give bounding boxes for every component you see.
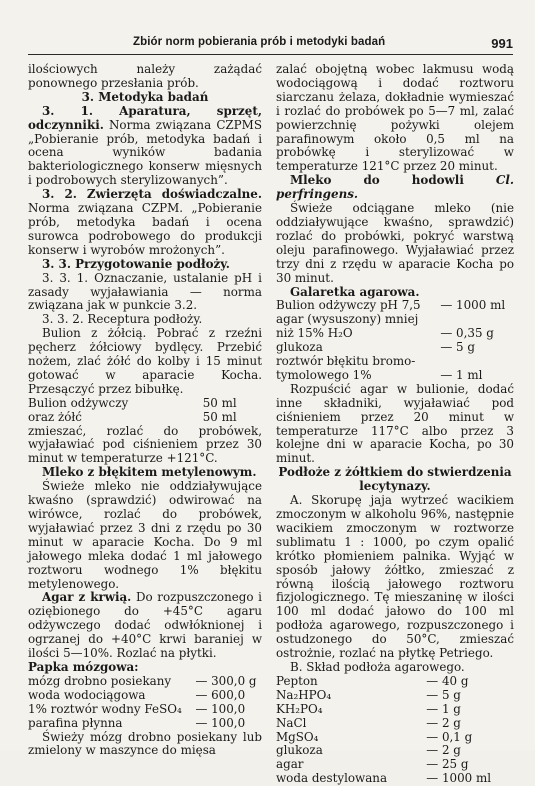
ingredient-name: KH₂PO₄ — [276, 701, 323, 716]
subsection-heading: Mleko z błękitem metylenowym. — [42, 465, 257, 480]
recipe-row — [276, 744, 514, 758]
subsection-heading: Podłoże z żółtkiem do stwierdzenia lecytynazy. — [278, 465, 512, 494]
paragraph: 3. 3. 1. Oznaczanie, ustalanie pH i zasady wyjaławiania — norma związana jak w punkcie 3.2. — [28, 270, 262, 313]
ingredient-name: mózg drobno posiekany — [28, 673, 172, 688]
recipe-row — [276, 731, 514, 745]
left-column — [28, 63, 262, 758]
ingredient-qty: — 2 g — [426, 715, 461, 730]
subsection-heading — [276, 174, 514, 202]
paragraph — [28, 105, 262, 188]
ingredient-name: niż 15% H₂O — [276, 326, 353, 341]
recipe-table-papka — [28, 675, 262, 731]
ingredient-name: roztwór błękitu bromo- — [276, 354, 416, 369]
paragraph-text: Norma związana CZPM. „Pobieranie prób, metodyka badań i ocena surowca podrobowego do produkcji konserw i wyrobów mrożonych”. — [28, 201, 262, 257]
ingredient-qty: — 5 g — [440, 340, 475, 355]
ingredient-qty: — 5 g — [426, 687, 461, 702]
ingredient-name: Pepton — [276, 673, 318, 688]
species-name: Cl. perfringens. — [276, 173, 515, 202]
ingredient-name: Na₂HPO₄ — [276, 687, 332, 702]
subsection-heading: 3. 1. Aparatura, sprzęt, odczynniki. — [28, 103, 262, 132]
paragraph — [28, 591, 262, 661]
paragraph: 3. 3. 2. Receptura podłoży. — [42, 312, 203, 327]
recipe-row — [28, 689, 262, 703]
paragraph: Świeże mleko nie oddziaływujące kwaśno (sprawdzić) odwirować na wirówce, rozlać do probówek, wyjaławiać przez 3 dni z rzędu po 30 minut w aparacie Kocha. Do 9 ml jałowego mleka dodać 1 ml jałowego roztworu wodnego 1% błękitu metylenowego. — [28, 479, 262, 591]
paragraph: Bulion z żółcią. Pobrać z rzeźni pęcherz żółciowy bydlęcy. Przebić nożem, zlać żółć do kolby i 15 minut gotować w aparacie Kocha. Przesączyć przez bibułkę. — [28, 326, 262, 396]
paragraph: A. Skorupę jaja wytrzeć wacikiem zmoczonym w alkoholu 96%, następnie wacikiem zmoczonym w roztworze sublimatu 1 : 1000, po czym opalić krótko płomieniem palnika. Wyjąć w sposób jałowy żółtko, zmieszać z równą ilością jałowego roztworu fizjologicznego. Tę mieszaninę w ilości 100 ml dodać jałowo do 100 ml podłoża agarowego, rozpuszczonego i ostudzonego do 50°C, zmieszać ostrożnie, rozlać na płytkę Petriego. — [276, 493, 514, 661]
subsection-heading: Agar z krwią. — [42, 590, 132, 605]
ingredient-name: Bulion odżywczy pH 7,5 — [276, 298, 421, 313]
subsection-heading: 3. 3. Przygotowanie podłoży. — [42, 256, 230, 271]
ingredient-qty: — 1000 ml — [426, 771, 492, 786]
ingredient-name: woda destylowana — [276, 771, 388, 786]
paragraph-text: Do rozpuszczonego i oziębionego do +45°C agaru odżywczego dodać odwłóknionej i ogrzanej do +40°C krwi baraniej w ilości 5—10%. Rozlać na płytki. — [28, 590, 262, 661]
paragraph: ilościowych należy zażądać ponownego przesłania prób. — [28, 62, 262, 90]
heading-text: Mleko do hodowli — [290, 173, 464, 188]
page-number: 991 — [491, 36, 513, 51]
ingredient-qty: — 1 ml — [440, 367, 483, 382]
section-heading: 3. Metodyka badań — [81, 89, 209, 104]
recipe-row — [28, 675, 262, 689]
ingredient-qty: 50 ml — [202, 409, 237, 424]
recipe-row — [276, 299, 514, 313]
paragraph: zmieszać, rozlać do probówek, wyjaławiać pod ciśnieniem przez 30 minut w temperaturze +121°C. — [28, 423, 262, 466]
ingredient-qty: — 1000 ml — [440, 298, 506, 313]
ingredient-qty: — 0,35 g — [440, 326, 494, 341]
ingredient-qty: — 100,0 — [195, 701, 246, 716]
ingredient-name: glukoza — [276, 743, 323, 758]
paragraph: B. Skład podłoża agarowego. — [290, 659, 465, 674]
subsection-heading: Galaretka agarowa. — [290, 284, 420, 299]
ingredient-name: parafina płynna — [28, 715, 123, 730]
subsection-heading: Papka mózgowa: — [28, 659, 139, 674]
ingredient-name: agar (wysuszony) mniej — [276, 312, 419, 327]
ingredient-qty: 50 ml — [202, 395, 237, 410]
ingredient-name: 1% roztwór wodny FeSO₄ — [28, 701, 182, 716]
recipe-row — [276, 369, 514, 383]
running-header — [28, 34, 513, 55]
ingredient-qty: — 300,0 g — [195, 673, 257, 688]
ingredient-name: MgSO₄ — [276, 729, 319, 744]
ingredient-qty — [440, 313, 514, 327]
subsection-heading: 3. 2. Zwierzęta doświadczalne. — [42, 187, 262, 202]
recipe-row — [276, 689, 514, 703]
right-column — [276, 63, 514, 786]
ingredient-name: glukoza — [276, 340, 323, 355]
ingredient-name: oraz żółć — [28, 409, 82, 424]
ingredient-name: agar — [276, 757, 304, 772]
recipe-row — [276, 758, 514, 772]
running-title: Zbiór norm pobierania prób i metodyki badań — [133, 36, 386, 48]
recipe-row — [28, 717, 262, 731]
ingredient-qty: — 1 g — [426, 701, 461, 716]
ingredient-name: woda wodociągowa — [28, 687, 146, 702]
recipe-table-galaretka — [276, 299, 514, 382]
recipe-table-bulion — [28, 397, 262, 425]
ingredient-qty: — 600,0 — [195, 687, 246, 702]
recipe-row — [276, 313, 514, 327]
recipe-row — [276, 355, 514, 369]
recipe-row — [276, 341, 514, 355]
ingredient-qty: — 25 g — [426, 757, 469, 772]
ingredient-qty: — 100,0 — [195, 715, 246, 730]
ingredient-qty: — 40 g — [426, 673, 469, 688]
ingredient-name: Bulion odżywczy — [28, 395, 129, 410]
recipe-table-agar — [276, 675, 514, 786]
recipe-row — [276, 675, 514, 689]
ingredient-qty: — 0,1 g — [426, 729, 473, 744]
ingredient-name: NaCl — [276, 715, 307, 730]
recipe-row — [28, 703, 262, 717]
recipe-row — [28, 397, 262, 411]
recipe-row — [28, 411, 262, 425]
paragraph: Rozpuścić agar w bulionie, dodać inne składniki, wyjaławiać pod ciśnieniem przez 20 minut w temperaturze 117°C albo przez 3 kolejne dni w aparacie Kocha, po 30 minut. — [276, 381, 514, 466]
paragraph-text: Norma związana CZPMS „Pobieranie prób, metodyka badań i ocena wyników badania bakteriologicznego konserw mięsnych i podrobowych sterylizowanych”. — [28, 117, 262, 188]
recipe-row — [276, 772, 514, 786]
paragraph — [28, 188, 262, 258]
ingredient-qty: — 2 g — [426, 743, 461, 758]
paragraph: Świeży mózg drobno posiekany lub zmielony w maszynce do mięsa — [28, 729, 262, 758]
paragraph: zalać obojętną wobec lakmusu wodą wodociągową i dodać roztworu siarczanu żelaza, dokładnie wymieszać i rozlać do probówek po 5—7 ml, zalać powierzchnię pożywki olejem parafinowym około 0,5 ml na probówkę i sterylizować w temperaturze 121°C przez 20 minut. — [276, 62, 514, 174]
recipe-row — [276, 327, 514, 341]
ingredient-name: tymolowego 1% — [276, 367, 372, 382]
ingredient-qty — [440, 355, 514, 369]
paragraph: Świeże odciągane mleko (nie oddziaływujące kwaśno, sprawdzić) rozlać do probówki, pokryć warstwą oleju parafinowego. Wyjaławiać przez trzy dni z rzędu w aparacie Kocha po 30 minut. — [276, 201, 514, 285]
recipe-row — [276, 717, 514, 731]
recipe-row — [276, 703, 514, 717]
